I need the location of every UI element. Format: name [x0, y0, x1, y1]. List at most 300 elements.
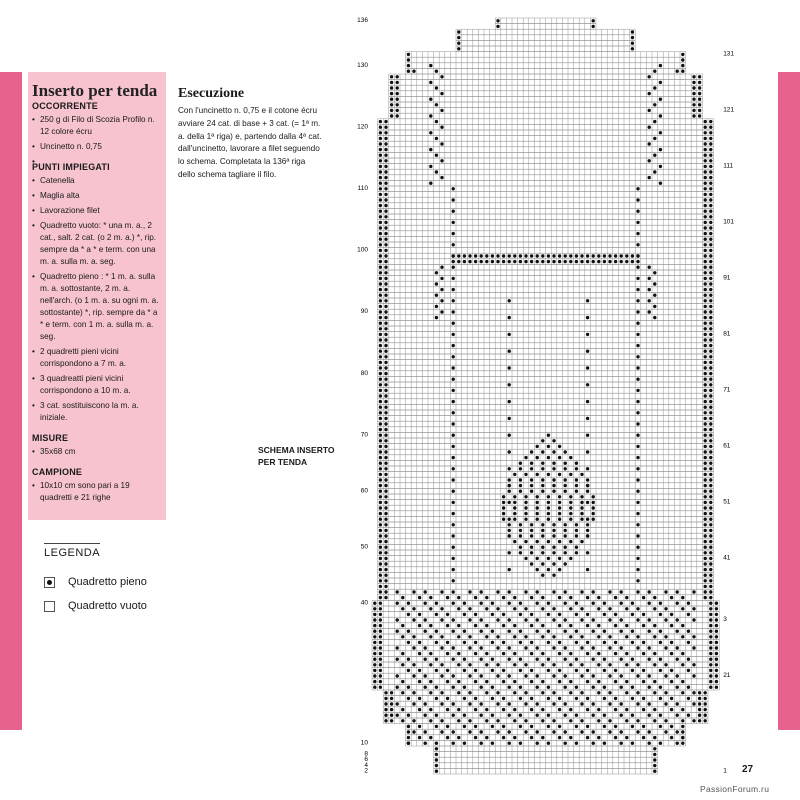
filled-square-dot	[429, 64, 432, 67]
filled-square-dot	[586, 490, 589, 493]
filled-square-dot	[440, 75, 443, 78]
filled-square-dot	[429, 131, 432, 134]
filled-square-dot	[620, 618, 623, 621]
filled-square-dot	[692, 92, 695, 95]
filled-square-dot	[569, 506, 572, 509]
filled-square-dot	[664, 618, 667, 621]
filled-square-dot	[373, 680, 376, 683]
filled-square-dot	[648, 742, 651, 745]
filled-square-dot	[704, 473, 707, 476]
filled-square-dot	[379, 131, 382, 134]
filled-square-dot	[530, 484, 533, 487]
filled-square-dot	[648, 714, 651, 717]
filled-square-dot	[592, 646, 595, 649]
filled-square-dot	[547, 518, 550, 521]
filled-square-dot	[575, 523, 578, 526]
filled-square-dot	[687, 613, 690, 616]
filled-square-dot	[502, 725, 505, 728]
filled-square-dot	[698, 98, 701, 101]
filled-square-dot	[569, 635, 572, 638]
filled-square-dot	[586, 534, 589, 537]
filled-square-dot	[670, 613, 673, 616]
filled-square-dot	[692, 719, 695, 722]
filled-square-dot	[508, 518, 511, 521]
filled-square-dot	[636, 590, 639, 593]
filled-square-dot	[670, 624, 673, 627]
filled-square-dot	[704, 154, 707, 157]
filled-square-dot	[704, 708, 707, 711]
filled-square-dot	[709, 590, 712, 593]
filled-square-dot	[648, 92, 651, 95]
filled-square-dot	[452, 366, 455, 369]
filled-square-dot	[692, 663, 695, 666]
filled-square-dot	[463, 669, 466, 672]
filled-square-dot	[704, 260, 707, 263]
filled-square-dot	[384, 316, 387, 319]
filled-square-dot	[407, 64, 410, 67]
filled-square-dot	[452, 400, 455, 403]
filled-square-dot	[603, 714, 606, 717]
filled-square-dot	[586, 467, 589, 470]
filled-square-dot	[620, 742, 623, 745]
filled-square-dot	[418, 652, 421, 655]
filled-square-dot	[648, 75, 651, 78]
filled-square-dot	[452, 658, 455, 661]
filled-square-dot	[704, 288, 707, 291]
filled-square-dot	[379, 434, 382, 437]
row-label-left: 4	[364, 761, 368, 769]
filled-square-dot	[704, 221, 707, 224]
filled-square-dot	[709, 215, 712, 218]
filled-square-dot	[676, 590, 679, 593]
filled-square-dot	[704, 501, 707, 504]
filled-square-dot	[575, 490, 578, 493]
filled-square-dot	[390, 714, 393, 717]
filled-square-dot	[580, 719, 583, 722]
filled-square-dot	[608, 663, 611, 666]
filled-square-dot	[379, 120, 382, 123]
filled-square-dot	[412, 607, 415, 610]
filled-square-dot	[558, 613, 561, 616]
filled-square-dot	[384, 495, 387, 498]
filled-square-dot	[519, 725, 522, 728]
filled-square-dot	[648, 590, 651, 593]
filled-square-dot	[653, 271, 656, 274]
filled-square-dot	[424, 730, 427, 733]
filled-square-dot	[474, 736, 477, 739]
filled-square-dot	[648, 126, 651, 129]
filled-square-dot	[620, 254, 623, 257]
filled-square-dot	[452, 546, 455, 549]
filled-square-dot	[508, 630, 511, 633]
filled-square-dot	[704, 478, 707, 481]
filled-square-dot	[384, 361, 387, 364]
filled-square-dot	[620, 674, 623, 677]
filled-square-dot	[524, 730, 527, 733]
filled-square-dot	[558, 680, 561, 683]
filled-square-dot	[480, 260, 483, 263]
filled-square-dot	[379, 462, 382, 465]
filled-square-dot	[552, 618, 555, 621]
filled-square-dot	[664, 719, 667, 722]
filled-square-dot	[704, 691, 707, 694]
filled-square-dot	[681, 680, 684, 683]
filled-square-dot	[485, 607, 488, 610]
filled-square-dot	[508, 478, 511, 481]
filled-square-dot	[659, 148, 662, 151]
filled-square-dot	[636, 646, 639, 649]
filled-square-dot	[569, 691, 572, 694]
filled-square-dot	[440, 92, 443, 95]
filled-square-dot	[435, 271, 438, 274]
filled-square-dot	[704, 182, 707, 185]
filled-square-dot	[379, 394, 382, 397]
filled-square-dot	[536, 501, 539, 504]
filled-square-dot	[446, 725, 449, 728]
filled-square-dot	[653, 607, 656, 610]
filled-square-dot	[704, 271, 707, 274]
filled-square-dot	[379, 473, 382, 476]
filled-square-dot	[418, 641, 421, 644]
filled-square-dot	[715, 630, 718, 633]
filled-square-dot	[580, 663, 583, 666]
filled-square-dot	[508, 674, 511, 677]
row-label-left: 80	[360, 369, 368, 377]
filled-square-dot	[676, 714, 679, 717]
filled-square-dot	[457, 47, 460, 50]
filled-square-dot	[396, 109, 399, 112]
filled-square-dot	[491, 641, 494, 644]
filled-square-dot	[586, 652, 589, 655]
filled-square-dot	[452, 344, 455, 347]
filled-square-dot	[384, 193, 387, 196]
chart-grid	[372, 18, 719, 774]
filled-square-dot	[530, 562, 533, 565]
filled-square-dot	[379, 585, 382, 588]
filled-square-dot	[709, 680, 712, 683]
filled-square-dot	[401, 607, 404, 610]
filled-square-dot	[648, 730, 651, 733]
filled-square-dot	[480, 630, 483, 633]
filled-square-dot	[620, 590, 623, 593]
filled-square-dot	[709, 450, 712, 453]
filled-square-dot	[468, 646, 471, 649]
filled-square-dot	[536, 495, 539, 498]
filled-square-dot	[659, 131, 662, 134]
filled-square-dot	[429, 624, 432, 627]
filled-square-dot	[687, 641, 690, 644]
filled-square-dot	[558, 473, 561, 476]
filled-square-dot	[452, 266, 455, 269]
filled-square-dot	[496, 260, 499, 263]
filled-square-dot	[384, 394, 387, 397]
filled-square-dot	[636, 232, 639, 235]
filled-square-dot	[575, 551, 578, 554]
right-accent-bar	[778, 72, 800, 730]
filled-square-dot	[642, 652, 645, 655]
filled-square-dot	[379, 154, 382, 157]
filled-square-dot	[457, 254, 460, 257]
list-item: • Quadretto vuoto: * una m. a., 2 cat., salt. 2 cat. (o 2 m. a.) *, rip. sempre da * a * e term. con una m. a. sulla m. a. seg.	[32, 220, 160, 268]
filled-square-dot	[496, 674, 499, 677]
filled-square-dot	[625, 260, 628, 263]
filled-square-dot	[592, 495, 595, 498]
filled-square-dot	[704, 243, 707, 246]
filled-square-dot	[452, 210, 455, 213]
filled-square-dot	[547, 557, 550, 560]
filled-square-dot	[687, 602, 690, 605]
filled-square-dot	[704, 579, 707, 582]
filled-square-dot	[636, 512, 639, 515]
filled-square-dot	[513, 680, 516, 683]
filled-square-dot	[452, 389, 455, 392]
filled-square-dot	[709, 266, 712, 269]
filled-square-dot	[384, 243, 387, 246]
filled-square-dot	[659, 725, 662, 728]
filled-square-dot	[586, 366, 589, 369]
row-label-left: 2	[364, 767, 368, 775]
filled-square-dot	[558, 512, 561, 515]
filled-square-dot	[575, 613, 578, 616]
filled-square-dot	[603, 613, 606, 616]
filled-square-dot	[558, 540, 561, 543]
filled-square-dot	[692, 590, 695, 593]
filled-square-dot	[519, 742, 522, 745]
filled-square-dot	[614, 725, 617, 728]
filled-square-dot	[513, 495, 516, 498]
filled-square-dot	[564, 260, 567, 263]
filled-square-dot	[676, 702, 679, 705]
filled-square-dot	[569, 456, 572, 459]
filled-square-dot	[709, 400, 712, 403]
filled-square-dot	[653, 86, 656, 89]
filled-square-dot	[636, 691, 639, 694]
filled-square-dot	[636, 730, 639, 733]
filled-square-dot	[704, 299, 707, 302]
filled-square-dot	[564, 551, 567, 554]
filled-square-dot	[491, 630, 494, 633]
filled-square-dot	[457, 663, 460, 666]
filled-square-dot	[552, 719, 555, 722]
filled-square-dot	[536, 646, 539, 649]
filled-square-dot	[608, 254, 611, 257]
filled-square-dot	[552, 663, 555, 666]
filled-square-dot	[407, 53, 410, 56]
filled-square-dot	[452, 445, 455, 448]
filled-square-dot	[608, 719, 611, 722]
filled-square-dot	[564, 714, 567, 717]
filled-square-dot	[704, 338, 707, 341]
filled-square-dot	[384, 299, 387, 302]
filled-square-dot	[474, 254, 477, 257]
filled-square-dot	[709, 551, 712, 554]
filled-square-dot	[485, 254, 488, 257]
filled-square-dot	[440, 730, 443, 733]
filled-square-dot	[648, 142, 651, 145]
occorrente-heading: OCCORRENTE	[32, 101, 99, 111]
filled-square-dot	[373, 641, 376, 644]
filled-square-dot	[536, 540, 539, 543]
filled-square-dot	[440, 674, 443, 677]
filled-square-dot	[659, 81, 662, 84]
filled-square-dot	[384, 490, 387, 493]
filled-square-dot	[648, 299, 651, 302]
filled-square-dot	[586, 518, 589, 521]
filled-square-dot	[709, 506, 712, 509]
campione-section	[32, 467, 160, 504]
filled-square-dot	[709, 652, 712, 655]
filled-square-dot	[440, 607, 443, 610]
filled-square-dot	[676, 618, 679, 621]
filled-square-dot	[485, 736, 488, 739]
list-item: • 250 g di Filo di Scozia Profilo n. 12 colore écru	[32, 114, 160, 138]
filled-square-dot	[440, 663, 443, 666]
filled-square-dot	[435, 753, 438, 756]
filled-square-dot	[569, 501, 572, 504]
filled-square-dot	[597, 652, 600, 655]
filled-square-dot	[530, 725, 533, 728]
filled-square-dot	[513, 663, 516, 666]
filled-square-dot	[586, 529, 589, 532]
filled-square-dot	[384, 501, 387, 504]
filled-square-dot	[407, 630, 410, 633]
filled-square-dot	[435, 686, 438, 689]
filled-square-dot	[379, 495, 382, 498]
filled-square-dot	[642, 669, 645, 672]
filled-square-dot	[452, 646, 455, 649]
filled-square-dot	[597, 691, 600, 694]
filled-square-dot	[704, 697, 707, 700]
filled-square-dot	[704, 131, 707, 134]
filled-square-dot	[513, 691, 516, 694]
filled-square-dot	[440, 266, 443, 269]
filled-square-dot	[603, 260, 606, 263]
filled-square-dot	[452, 434, 455, 437]
filled-square-dot	[508, 260, 511, 263]
filled-square-dot	[390, 103, 393, 106]
row-label-left: 60	[360, 487, 368, 495]
filled-square-dot	[586, 383, 589, 386]
filled-square-dot	[564, 618, 567, 621]
filled-square-dot	[536, 702, 539, 705]
filled-square-dot	[709, 646, 712, 649]
filled-square-dot	[547, 714, 550, 717]
filled-square-dot	[457, 736, 460, 739]
filled-square-dot	[446, 641, 449, 644]
filled-square-dot	[513, 501, 516, 504]
filled-square-dot	[435, 154, 438, 157]
filled-square-dot	[384, 518, 387, 521]
filled-square-dot	[653, 764, 656, 767]
filled-square-dot	[418, 596, 421, 599]
filled-square-dot	[681, 742, 684, 745]
filled-square-dot	[541, 663, 544, 666]
filled-square-dot	[552, 450, 555, 453]
filled-square-dot	[636, 635, 639, 638]
filled-square-dot	[670, 669, 673, 672]
filled-square-dot	[659, 697, 662, 700]
filled-square-dot	[704, 417, 707, 420]
filled-square-dot	[580, 702, 583, 705]
filled-square-dot	[379, 568, 382, 571]
filled-square-dot	[524, 557, 527, 560]
filled-square-dot	[496, 730, 499, 733]
filled-square-dot	[435, 658, 438, 661]
filled-square-dot	[379, 669, 382, 672]
filled-square-dot	[603, 697, 606, 700]
filled-square-dot	[586, 417, 589, 420]
filled-square-dot	[452, 322, 455, 325]
filled-square-dot	[508, 366, 511, 369]
filled-square-dot	[457, 680, 460, 683]
filled-square-dot	[575, 484, 578, 487]
filled-square-dot	[597, 260, 600, 263]
filled-square-dot	[463, 725, 466, 728]
filled-square-dot	[653, 624, 656, 627]
filled-square-dot	[519, 669, 522, 672]
filled-square-dot	[452, 422, 455, 425]
filled-square-dot	[502, 501, 505, 504]
filled-square-dot	[379, 137, 382, 140]
filled-square-dot	[418, 669, 421, 672]
filled-square-dot	[530, 669, 533, 672]
filled-square-dot	[704, 562, 707, 565]
filled-square-dot	[704, 411, 707, 414]
filled-square-dot	[597, 663, 600, 666]
filled-square-dot	[704, 389, 707, 392]
filled-square-dot	[586, 400, 589, 403]
filled-square-dot	[692, 109, 695, 112]
filled-square-dot	[519, 630, 522, 633]
filled-square-dot	[468, 607, 471, 610]
filled-square-dot	[636, 501, 639, 504]
filled-square-dot	[379, 322, 382, 325]
filled-square-dot	[704, 422, 707, 425]
filled-square-dot	[704, 383, 707, 386]
filled-square-dot	[704, 165, 707, 168]
filled-square-dot	[452, 333, 455, 336]
filled-square-dot	[373, 686, 376, 689]
filled-square-dot	[614, 260, 617, 263]
filled-square-dot	[424, 714, 427, 717]
filled-square-dot	[580, 618, 583, 621]
filled-square-dot	[513, 624, 516, 627]
filled-square-dot	[513, 518, 516, 521]
filled-square-dot	[384, 165, 387, 168]
filled-square-dot	[676, 630, 679, 633]
filled-square-dot	[709, 232, 712, 235]
filled-square-dot	[508, 417, 511, 420]
filled-square-dot	[687, 714, 690, 717]
filled-square-dot	[379, 193, 382, 196]
filled-square-dot	[474, 641, 477, 644]
filled-square-dot	[524, 501, 527, 504]
filled-square-dot	[659, 613, 662, 616]
filled-square-dot	[502, 708, 505, 711]
filled-square-dot	[681, 708, 684, 711]
filled-square-dot	[636, 260, 639, 263]
filled-square-dot	[524, 663, 527, 666]
filled-square-dot	[580, 540, 583, 543]
filled-square-dot	[440, 618, 443, 621]
filled-square-dot	[485, 708, 488, 711]
filled-square-dot	[379, 361, 382, 364]
occorrente-section	[32, 101, 160, 153]
filled-square-dot	[519, 490, 522, 493]
filled-square-dot	[580, 495, 583, 498]
filled-square-dot	[480, 674, 483, 677]
filled-square-dot	[698, 75, 701, 78]
